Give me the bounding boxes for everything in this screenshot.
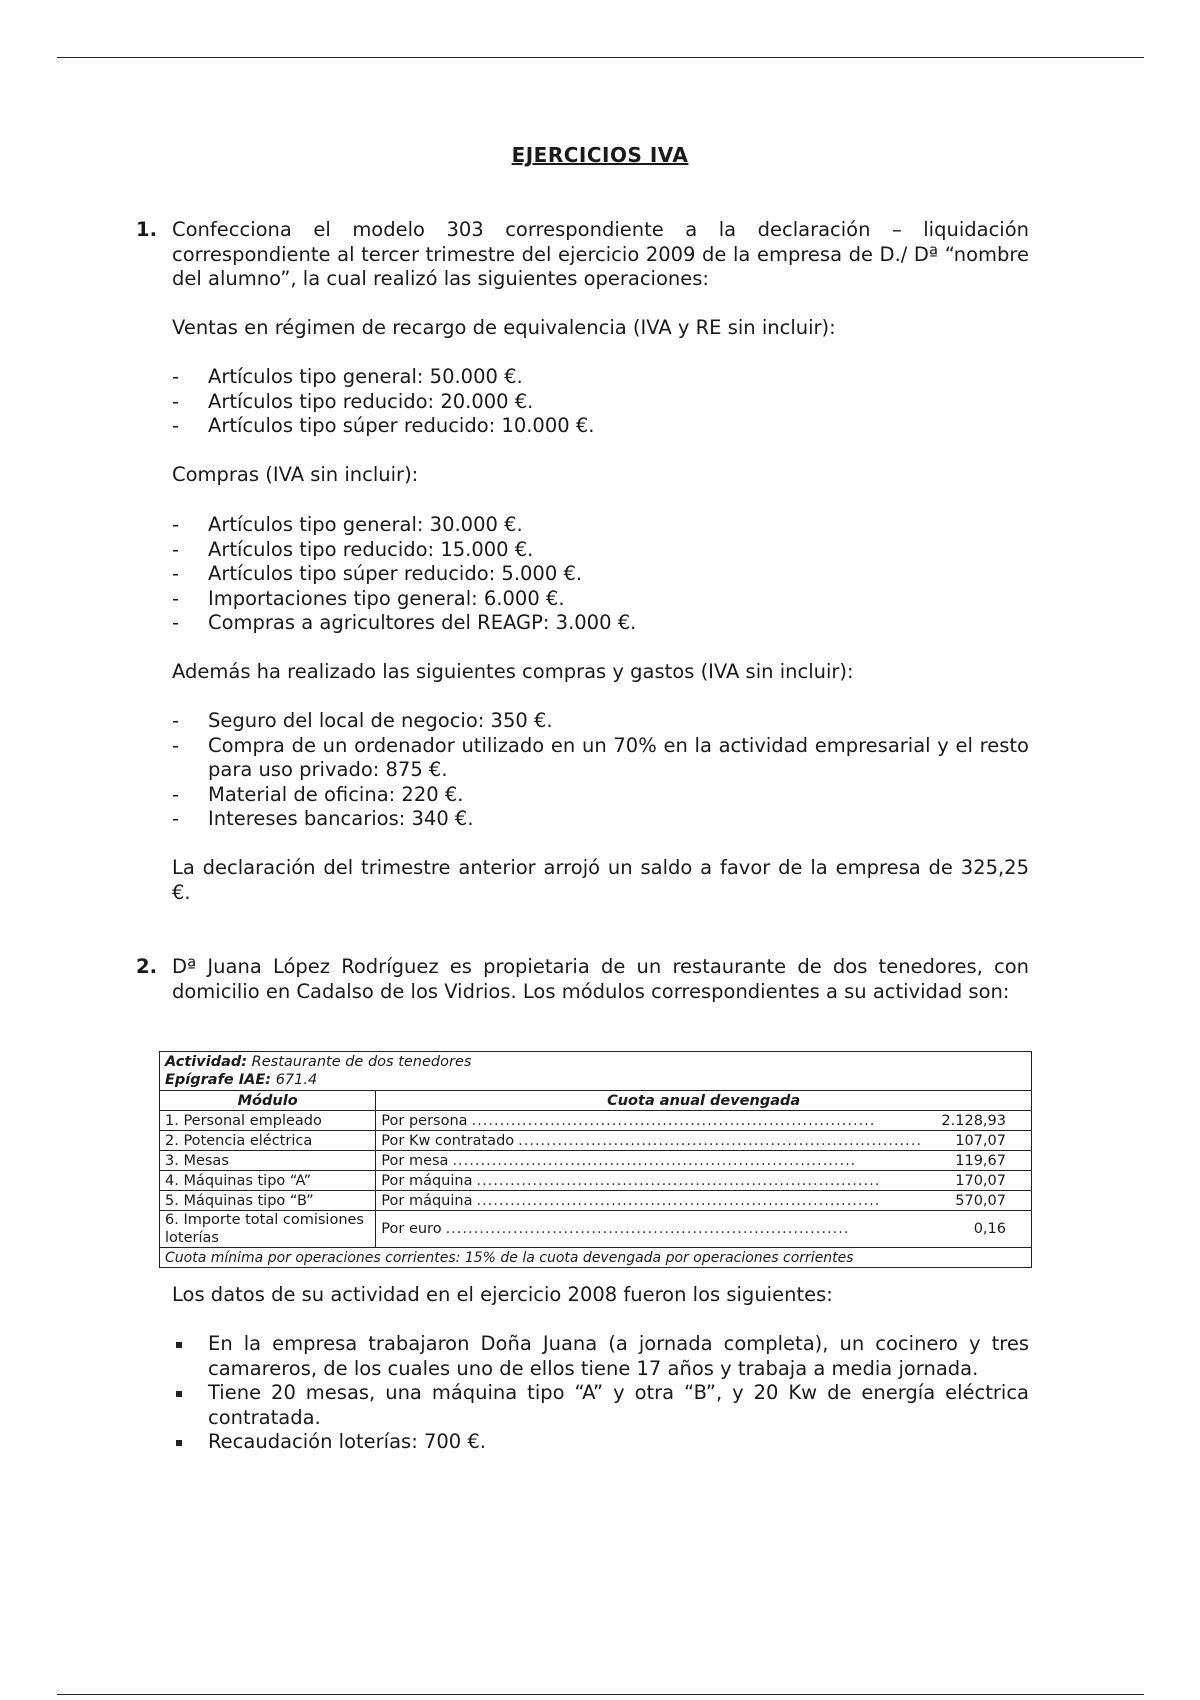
leader-dots: ........................................................................ [445,1221,850,1237]
list-item-text: Material de oficina: 220 €. [208,782,464,806]
unit-cell: Por mesa [381,1152,449,1169]
exercise-1-purchases-list [172,513,1029,636]
exercise-1-expenses-heading [172,660,1029,685]
list-item: - Artículos tipo súper reducido: 5.000 €. [172,562,583,585]
list-item-text: Recaudación loterías: 700 €. [208,1430,486,1453]
modulo-cell: 1. Personal empleado [160,1111,376,1131]
unit-cell: Por persona [381,1112,468,1129]
unit-cell: Por máquina [381,1172,473,1189]
exercise-1-intro: Confecciona el modelo 303 correspondiente a la declaración – liquidación correspondiente al tercer trimestre del ejercicio 2009 de la empresa de D./ Dª “nombre del alumno”, la cual realizó las siguientes operaciones: [172,218,1029,290]
table-row [160,1151,1032,1171]
list-item-text: Artículos tipo reducido: 15.000 €. [208,537,534,561]
table-row [160,1171,1032,1191]
table-activity-header [160,1052,1032,1091]
bullet-square-icon [176,1391,182,1397]
list-item: - Artículos tipo súper reducido: 10.000 €. [172,414,595,437]
list-item-text: Compras a agricultores del REAGP: 3.000 €. [208,611,637,634]
leader-dots: ........................................................................ [518,1132,922,1149]
list-item [136,1430,1029,1455]
list-item: - Compras a agricultores del REAGP: 3.000 €. [172,611,637,634]
top-rule [57,57,1144,58]
exercise-2-data-list [172,1332,1029,1455]
modulo-cell: 5. Máquinas tipo “B” [160,1191,376,1211]
amount-cell: 107,07 [955,1132,1006,1149]
list-item-text: Artículos tipo general: 50.000 €. [208,365,523,388]
list-item: - Artículos tipo reducido: 20.000 €. [172,389,534,413]
list-item-text: Intereses bancarios: 340 €. [208,807,474,830]
exercise-2 [136,955,1029,1004]
column-header-cuota: Cuota anual devengada [376,1091,1032,1111]
list-item: - Compra de un ordenador utilizado en un 70% en la actividad empresarial y el resto para uso privado: 875 €. [172,733,1029,781]
exercise-2-data-intro: Los datos de su actividad en el ejercicio 2008 fueron los siguientes: [172,1283,833,1306]
expenses-heading-text: Además ha realizado las siguientes compras y gastos (IVA sin incluir): [172,660,854,683]
leader-dots: ........................................................................ [476,1172,881,1189]
table-row [160,1211,1032,1248]
bullet-square-icon [176,1342,182,1348]
leader-dots: ........................................................................ [476,1192,881,1209]
exercise-1-purchases-heading [172,463,1029,488]
list-item [136,1381,1029,1430]
list-item-text: Importaciones tipo general: 6.000 €. [208,586,565,610]
leader-dots: ........................................................................ [471,1112,876,1129]
list-item: - Seguro del local de negocio: 350 €. [172,709,553,732]
list-item-text: Compra de un ordenador utilizado en un 70% en la actividad empresarial y el resto para uso privado: 875 €. [208,733,1029,781]
table-row [160,1191,1032,1211]
unit-cell: Por euro [381,1221,442,1237]
list-item: - Intereses bancarios: 340 €. [172,807,474,830]
exercise-1 [136,218,1029,292]
list-item: - Artículos tipo general: 50.000 €. [172,365,523,388]
column-header-modulo: Módulo [160,1091,376,1111]
list-item-text: Artículos tipo general: 30.000 €. [208,513,523,536]
modulo-cell: 3. Mesas [160,1151,376,1171]
amount-cell: 119,67 [955,1152,1006,1169]
purchases-heading-text: Compras (IVA sin incluir): [172,463,419,486]
exercise-1-number: 1. [136,218,157,241]
table-row [160,1111,1032,1131]
list-item: - Importaciones tipo general: 6.000 €. [172,586,565,610]
exercise-2-intro: Dª Juana López Rodríguez es propietaria de un restaurante de dos tenedores, con domicilio en Cadalso de los Vidrios. Los módulos correspondientes a su actividad son: [172,955,1029,1003]
modulo-cell: 4. Máquinas tipo “A” [160,1171,376,1191]
list-item [136,1332,1029,1381]
closing-text: La declaración del trimestre anterior arrojó un saldo a favor de la empresa de 325,25 €. [172,856,1029,904]
exercise-1-sales-heading [172,316,1029,341]
amount-cell: 170,07 [955,1172,1006,1189]
exercise-1-closing [172,856,1029,905]
amount-cell: 0,16 [973,1221,1006,1237]
epigrafe-value: 671.4 [275,1072,318,1088]
list-item-text: Artículos tipo súper reducido: 5.000 €. [208,562,583,585]
list-item-text: Tiene 20 mesas, una máquina tipo “A” y otra “B”, y 20 Kw de energía eléctrica contratada. [208,1381,1029,1429]
sales-heading-text: Ventas en régimen de recargo de equivalencia (IVA y RE sin incluir): [172,316,836,339]
bullet-square-icon [176,1440,182,1446]
activity-value: Restaurante de dos tenedores [251,1054,472,1070]
exercise-1-expenses-list [172,709,1029,832]
exercise-1-sales-list [172,365,1029,439]
amount-cell: 570,07 [955,1192,1006,1209]
page-title: EJERCICIOS IVA [511,143,689,167]
activity-label: Actividad: [165,1054,248,1070]
epigrafe-label: Epígrafe IAE: [165,1072,272,1088]
table-row [160,1131,1032,1151]
leader-dots: ........................................................................ [452,1152,857,1169]
bottom-rule [57,1694,1144,1695]
list-item: - Artículos tipo reducido: 15.000 €. [172,537,534,561]
exercise-2-number: 2. [136,955,157,978]
table-footer-note: Cuota mínima por operaciones corrientes: 15% de la cuota devengada por operaciones corrientes [160,1248,1032,1268]
amount-cell: 2.128,93 [941,1112,1006,1129]
unit-cell: Por Kw contratado [381,1132,515,1149]
modulo-cell: 2. Potencia eléctrica [160,1131,376,1151]
list-item-text: Artículos tipo súper reducido: 10.000 €. [208,414,595,437]
list-item: - Material de oficina: 220 €. [172,782,464,806]
list-item-text: Artículos tipo reducido: 20.000 €. [208,389,534,413]
list-item-text: Seguro del local de negocio: 350 €. [208,709,553,732]
unit-cell: Por máquina [381,1192,473,1209]
modulo-cell: 6. Importe total comisiones loterías [160,1211,376,1248]
modules-table [159,1051,1032,1268]
list-item-text: En la empresa trabajaron Doña Juana (a jornada completa), un cocinero y tres camareros, de los cuales uno de ellos tiene 17 años y trabaja a media jornada. [208,1332,1029,1380]
list-item: - Artículos tipo general: 30.000 €. [172,513,523,536]
